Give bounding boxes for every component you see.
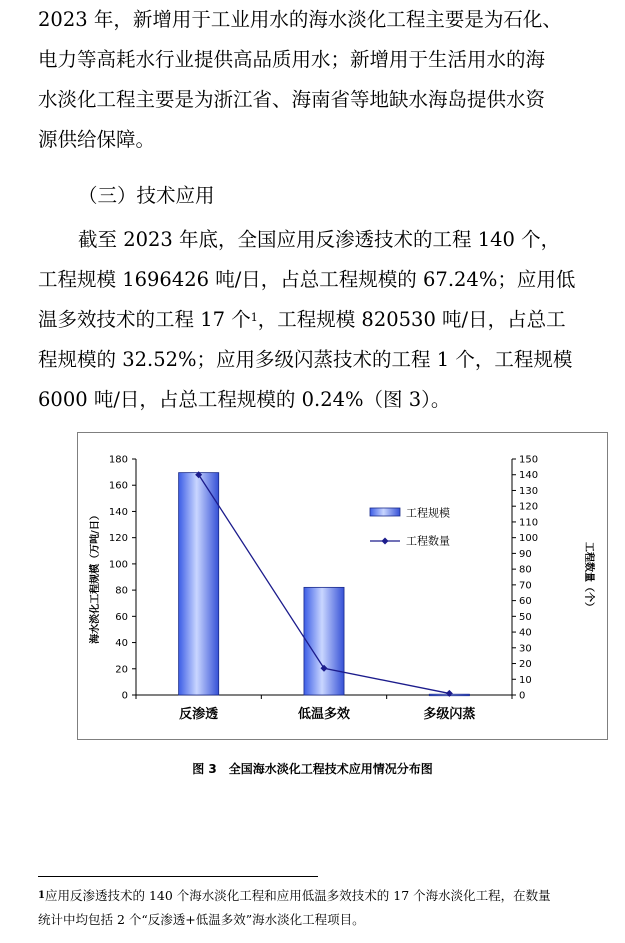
left-axis-title: 海水淡化工程规模（万吨/日）	[90, 510, 101, 644]
text-segment: ，工程规模 820530 吨/日，占总工	[257, 308, 566, 331]
chart-frame	[77, 432, 608, 740]
right-tick-label: 10	[519, 674, 532, 686]
right-tick-label: 0	[519, 690, 526, 702]
right-tick-label: 20	[519, 659, 532, 671]
text-line: 程规模的 32.52%；应用多级闪蒸技术的工程 1 个，工程规模	[38, 348, 573, 371]
right-tick-label: 110	[519, 517, 539, 529]
footnote-line	[38, 884, 598, 908]
left-tick-label: 60	[115, 611, 128, 623]
text-line: 源供给保障。	[38, 128, 156, 151]
section-heading	[38, 176, 593, 216]
section-heading-text: （三）技术应用	[78, 184, 215, 207]
right-tick-label: 130	[519, 485, 539, 497]
left-tick-label: 80	[115, 585, 128, 597]
left-tick-label: 120	[108, 533, 128, 545]
legend-bar-label: 工程规模	[406, 506, 450, 520]
left-tick-label: 180	[108, 454, 128, 466]
category-label: 多级闪蒸	[423, 707, 476, 722]
right-tick-label: 40	[519, 627, 532, 639]
paragraph-industrial-water	[38, 0, 593, 160]
category-label: 低温多效	[297, 707, 351, 722]
text-line: 水淡化工程主要是为浙江省、海南省等地缺水海岛提供水资	[38, 88, 546, 111]
left-tick-label: 100	[108, 559, 128, 571]
legend-line-label: 工程数量	[406, 534, 450, 548]
bar-engineering-scale	[304, 587, 344, 695]
technology-chart	[78, 433, 609, 741]
footnote-divider	[38, 876, 318, 877]
text-segment: 温多效技术的工程 17 个	[38, 308, 251, 331]
right-tick-label: 140	[519, 470, 539, 482]
right-tick-label: 120	[519, 501, 539, 513]
text-line: 工程规模 1696426 吨/日，占总工程规模的 67.24%；应用低	[38, 268, 576, 291]
right-tick-label: 30	[519, 643, 532, 655]
text-line: 6000 吨/日，占总工程规模的 0.24%（图 3）。	[38, 388, 451, 411]
footnote-reference[interactable]: 1	[250, 311, 258, 324]
right-axis-title: 工程数量（个）	[583, 542, 594, 612]
text-line: 电力等高耗水行业提供高品质用水；新增用于生活用水的海	[38, 48, 546, 71]
footnote-mark: 1	[38, 890, 45, 901]
right-tick-label: 90	[519, 548, 532, 560]
text-line: 2023 年，新增用于工业用水的海水淡化工程主要是为石化、	[38, 8, 562, 31]
text-line	[38, 300, 593, 340]
right-tick-label: 50	[519, 611, 532, 623]
footnote-line: 统计中均包括 2 个“反渗透+低温多效”海水淡化工程项目。	[38, 912, 365, 927]
category-label: 反渗透	[179, 707, 219, 722]
footnote-text: 应用反渗透技术的 140 个海水淡化工程和应用低温多效技术的 17 个海水淡化工程，在数量	[44, 888, 551, 903]
text-line: 截至 2023 年底，全国应用反渗透技术的工程 140 个，	[78, 228, 561, 251]
left-tick-label: 140	[108, 506, 128, 518]
right-tick-label: 150	[519, 454, 539, 466]
legend-bar-swatch	[370, 508, 400, 516]
left-tick-label: 160	[108, 480, 128, 492]
left-tick-label: 40	[115, 638, 128, 650]
figure-caption: 图 3 全国海水淡化工程技术应用情况分布图	[192, 762, 433, 776]
left-tick-label: 0	[121, 690, 128, 702]
bar-engineering-scale	[179, 473, 219, 695]
left-tick-label: 20	[115, 664, 128, 676]
right-tick-label: 60	[519, 596, 532, 608]
paragraph-technology	[38, 220, 593, 420]
right-tick-label: 80	[519, 564, 532, 576]
right-tick-label: 100	[519, 533, 539, 545]
right-tick-label: 70	[519, 580, 532, 592]
footnote	[38, 884, 598, 932]
legend-line-marker	[382, 538, 389, 545]
